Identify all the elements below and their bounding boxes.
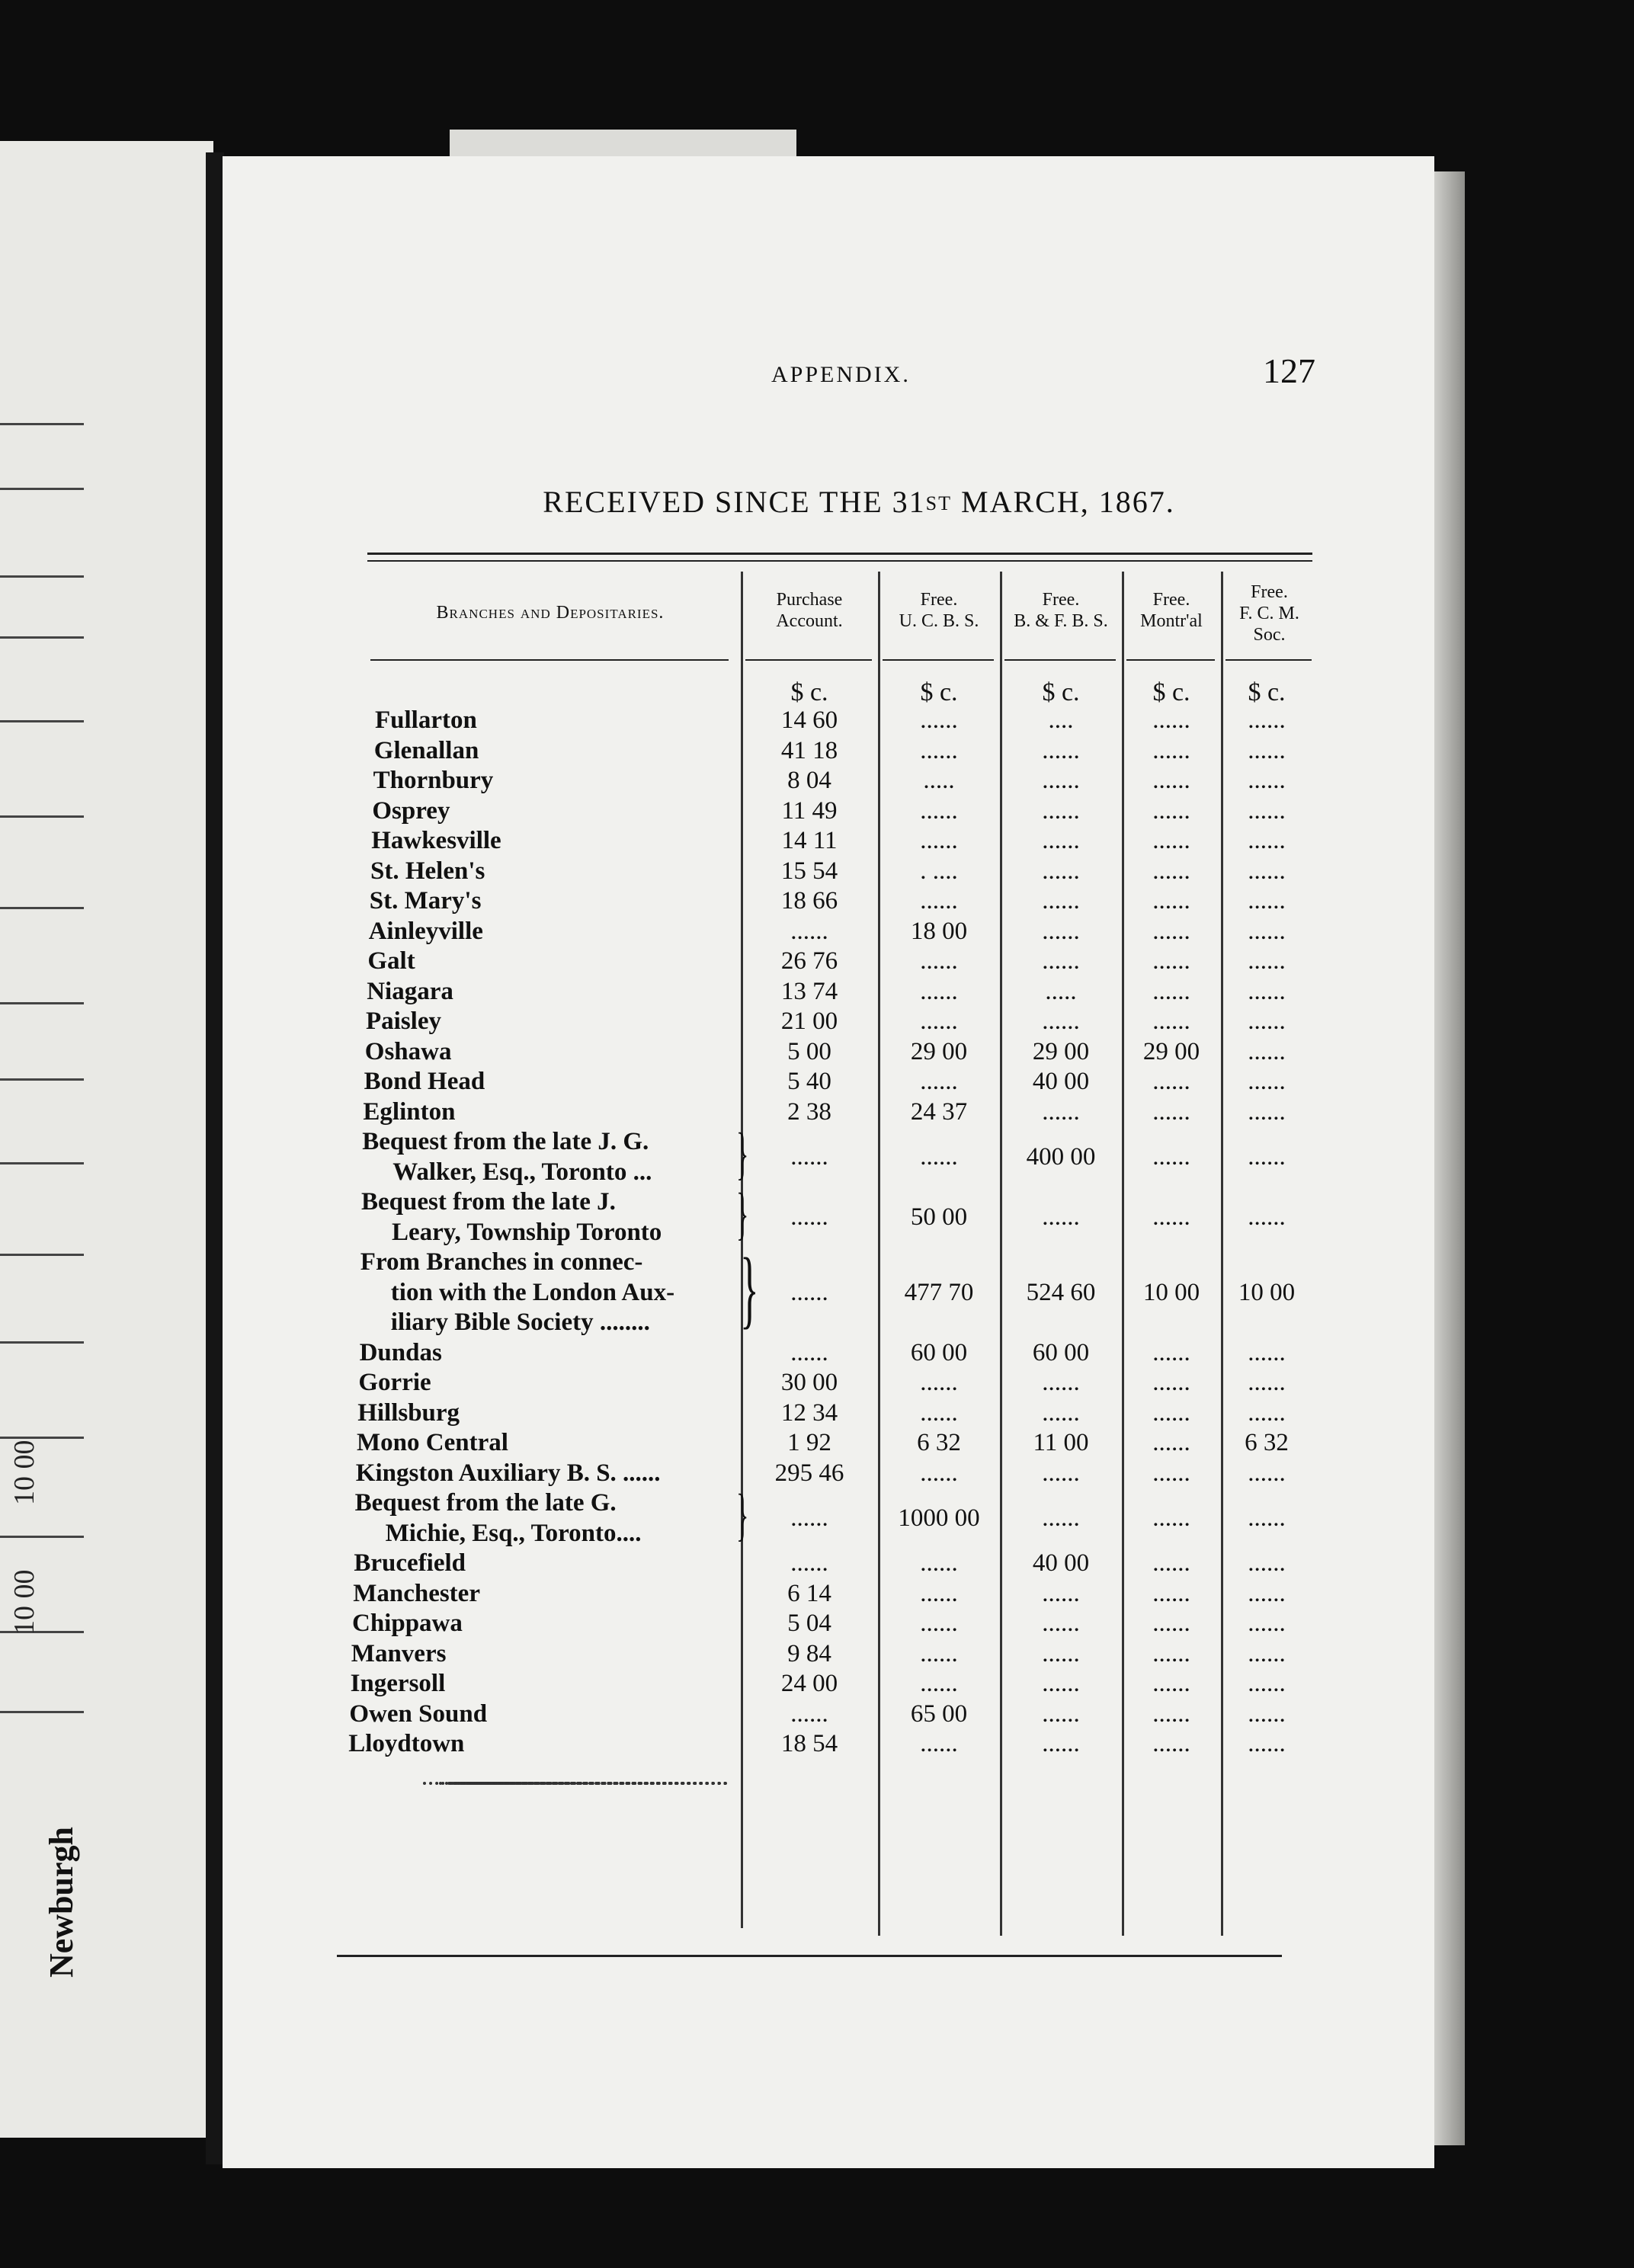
cell-value: 41 18 xyxy=(780,736,838,764)
branch-name: Manchester xyxy=(353,1579,480,1607)
cell-value: ...... xyxy=(1152,1579,1190,1607)
column-header-fcm xyxy=(1222,581,1316,645)
cell-value: 26 76 xyxy=(780,947,838,975)
cell-value: ...... xyxy=(1248,1459,1286,1487)
table-top-rule xyxy=(367,553,1312,555)
column-header-underline xyxy=(370,659,729,661)
title-tail: MARCH, 1867. xyxy=(952,485,1175,519)
branch-name: Ingersoll xyxy=(350,1670,446,1697)
branch-name: Galt xyxy=(367,947,415,975)
cell-value: ...... xyxy=(920,1007,958,1035)
branch-name: Paisley xyxy=(366,1007,441,1035)
cell-value: 11 49 xyxy=(781,796,838,825)
cell-value: 29 00 xyxy=(1032,1037,1090,1065)
cell-value: ...... xyxy=(1152,1369,1190,1396)
cell-value: ..... xyxy=(1045,977,1077,1005)
cell-value: ...... xyxy=(920,1369,958,1396)
cell-value: ...... xyxy=(1248,1398,1286,1427)
cell-value: ...... xyxy=(1152,1699,1190,1728)
cell-value: ...... xyxy=(1248,1338,1286,1366)
table-bottom-rule xyxy=(337,1955,1282,1957)
cell-value: 10 00 xyxy=(1142,1278,1200,1306)
column-header-line: Branches and Depositaries. xyxy=(436,603,665,623)
branch-name: Dundas xyxy=(359,1338,442,1366)
cell-value: 6 32 xyxy=(917,1429,961,1456)
cell-value: 21 00 xyxy=(780,1007,838,1035)
cell-value: 40 00 xyxy=(1032,1549,1090,1577)
column-header-line: Free. xyxy=(1251,582,1288,602)
cell-value: 11 00 xyxy=(1033,1429,1089,1456)
cell-value: 400 00 xyxy=(1026,1142,1096,1171)
cell-value: ...... xyxy=(920,947,958,975)
cell-value: ...... xyxy=(1248,736,1286,764)
cell-value: 5 00 xyxy=(787,1037,831,1065)
branch-name: Leary, Township Toronto xyxy=(392,1218,662,1246)
cell-value: ...... xyxy=(1248,1097,1286,1126)
cell-value: 5 04 xyxy=(787,1610,831,1637)
cell-value: ...... xyxy=(920,1068,958,1095)
branch-name: Bond Head xyxy=(364,1068,485,1095)
cell-value: 40 00 xyxy=(1032,1068,1090,1095)
branch-name: Chippawa xyxy=(352,1610,463,1637)
cell-value: ...... xyxy=(1248,1579,1286,1607)
cell-value: 10 00 xyxy=(1238,1278,1296,1306)
cell-value: ...... xyxy=(1152,827,1190,854)
cell-value: 29 00 xyxy=(1142,1037,1200,1065)
left-page-rule xyxy=(0,636,84,639)
left-page-rule xyxy=(0,575,84,578)
cell-value: 12 34 xyxy=(780,1398,838,1427)
left-page-rule xyxy=(0,423,84,425)
cell-value: ...... xyxy=(1248,1007,1286,1035)
cell-value: ...... xyxy=(920,1670,958,1697)
cell-value: 14 60 xyxy=(780,706,838,734)
cell-value: ...... xyxy=(1042,1579,1080,1607)
cell-value: ...... xyxy=(1152,917,1190,945)
book-spine xyxy=(206,152,224,2164)
cell-value: 60 00 xyxy=(1032,1338,1090,1366)
cell-value: ...... xyxy=(1042,767,1080,794)
branch-name: Thornbury xyxy=(373,767,494,794)
cell-value: 1000 00 xyxy=(898,1504,980,1532)
cell-value: ...... xyxy=(1152,1068,1190,1095)
column-header-line: Free. xyxy=(920,590,958,610)
cell-value: ...... xyxy=(1248,947,1286,975)
page-number: 127 xyxy=(1263,351,1315,390)
cell-value: ..... xyxy=(923,767,955,794)
branch-name: From Branches in connec- xyxy=(360,1248,643,1276)
cell-value: 24 37 xyxy=(910,1097,968,1126)
cell-value: 60 00 xyxy=(910,1338,968,1366)
cell-value: ...... xyxy=(1248,1504,1286,1532)
branch-name: Eglinton xyxy=(363,1097,456,1126)
cell-value: ...... xyxy=(1042,1398,1080,1427)
left-page-rotated-value: 10 00 xyxy=(8,1440,40,1505)
left-page-rule xyxy=(0,1002,84,1004)
column-header-line: Purchase xyxy=(776,590,843,610)
column-header-line: B. & F. B. S. xyxy=(1014,611,1108,631)
branch-name: Fullarton xyxy=(375,706,477,734)
cell-value: ...... xyxy=(790,1203,828,1231)
cell-value: ...... xyxy=(790,917,828,945)
cell-value: 6 32 xyxy=(1245,1429,1289,1456)
cell-value: 5 40 xyxy=(787,1068,831,1095)
left-page-rule xyxy=(0,488,84,490)
cell-value: ...... xyxy=(1042,857,1080,885)
branch-name: Osprey xyxy=(372,796,450,825)
left-page-rule xyxy=(0,720,84,722)
cell-value: ...... xyxy=(790,1338,828,1366)
cell-value: ...... xyxy=(1152,1459,1190,1487)
unit-label: $ c. xyxy=(920,678,958,706)
cell-value: ...... xyxy=(1248,1068,1286,1095)
brace: } xyxy=(736,1483,749,1547)
cell-value: ...... xyxy=(1152,887,1190,915)
cell-value: ...... xyxy=(790,1549,828,1577)
branch-name: Glenallan xyxy=(373,736,479,764)
column-header-line: U. C. B. S. xyxy=(899,611,979,631)
cell-value: ...... xyxy=(790,1699,828,1728)
cell-value: ...... xyxy=(1042,1459,1080,1487)
cell-value: ...... xyxy=(1152,857,1190,885)
cell-value: ...... xyxy=(920,1549,958,1577)
column-header-line: Soc. xyxy=(1253,625,1286,645)
left-page-rule xyxy=(0,1254,84,1256)
cell-value: ...... xyxy=(1248,1142,1286,1171)
branch-name: Hawkesville xyxy=(371,827,501,854)
cell-value: ...... xyxy=(920,887,958,915)
column-header-purchase xyxy=(742,589,876,632)
column-header-line: F. C. M. xyxy=(1239,604,1299,623)
cell-value: ...... xyxy=(1248,917,1286,945)
cell-value: ...... xyxy=(1248,1037,1286,1065)
cell-value: ...... xyxy=(1042,1730,1080,1757)
left-page-rule xyxy=(0,907,84,909)
cell-value: ...... xyxy=(1152,1610,1190,1637)
cell-value: ...... xyxy=(920,827,958,854)
document-page xyxy=(223,156,1434,2168)
cell-value: ...... xyxy=(920,1398,958,1427)
unit-label: $ c. xyxy=(1042,678,1080,706)
cell-value: 15 54 xyxy=(780,857,838,885)
branch-name: Mono Central xyxy=(357,1429,508,1456)
cell-value: ...... xyxy=(1248,1670,1286,1697)
table-title xyxy=(223,484,1434,520)
unit-label: $ c. xyxy=(1248,678,1286,706)
cell-value: ...... xyxy=(1152,1730,1190,1757)
branch-name: Gorrie xyxy=(358,1369,431,1396)
column-header-underline xyxy=(745,659,872,661)
column-header-underline xyxy=(1126,659,1215,661)
cell-value: ...... xyxy=(790,1504,828,1532)
cell-value: ...... xyxy=(920,736,958,764)
column-header-line: Free. xyxy=(1042,590,1080,610)
cell-value: ...... xyxy=(1248,1369,1286,1396)
cell-value: ...... xyxy=(1152,1504,1190,1532)
branch-name: Bequest from the late J. xyxy=(361,1188,616,1216)
cell-value: 9 84 xyxy=(787,1639,831,1667)
cell-value: ...... xyxy=(1042,1007,1080,1035)
cell-value: 8 04 xyxy=(787,767,831,794)
branch-name: iliary Bible Society ........ xyxy=(390,1309,650,1336)
title-ordinal: ST xyxy=(925,492,952,514)
column-header-underline xyxy=(883,659,994,661)
left-page-fragment xyxy=(0,141,213,2138)
cell-value: 29 00 xyxy=(910,1037,968,1065)
left-page-rule xyxy=(0,1078,84,1081)
title-main: RECEIVED SINCE THE 31 xyxy=(543,485,926,519)
cell-value: ...... xyxy=(1152,736,1190,764)
cell-value: ...... xyxy=(1042,1097,1080,1126)
cell-value: 13 74 xyxy=(780,977,838,1005)
cell-value: ...... xyxy=(1248,1549,1286,1577)
branch-name: Ainleyville xyxy=(368,917,483,945)
cell-value: ...... xyxy=(1248,767,1286,794)
brace: } xyxy=(736,1122,749,1186)
cell-value: 6 14 xyxy=(787,1579,831,1607)
cell-value: ...... xyxy=(1152,1549,1190,1577)
column-header-line: Account. xyxy=(776,611,843,631)
cell-value: 1 92 xyxy=(787,1429,831,1456)
cell-value: 18 54 xyxy=(780,1730,838,1757)
branch-name: St. Mary's xyxy=(369,887,482,915)
cell-value: ...... xyxy=(1248,827,1286,854)
cell-value: ...... xyxy=(1248,706,1286,734)
branch-name: Bequest from the late J. G. xyxy=(362,1128,649,1155)
cell-value: 30 00 xyxy=(780,1369,838,1396)
cell-value: ...... xyxy=(1152,1639,1190,1667)
cell-value: .... xyxy=(1048,706,1074,734)
cell-value: ...... xyxy=(1152,947,1190,975)
cell-value: ...... xyxy=(1152,706,1190,734)
cell-value: ...... xyxy=(1042,1699,1080,1728)
branch-name: tion with the London Aux- xyxy=(390,1278,675,1306)
cell-value: ...... xyxy=(920,706,958,734)
cell-value: ...... xyxy=(1042,947,1080,975)
cell-value: ...... xyxy=(1248,1699,1286,1728)
cell-value: 14 11 xyxy=(781,827,838,854)
cell-value: ...... xyxy=(1248,796,1286,825)
cell-value: ...... xyxy=(920,1610,958,1637)
column-header-bfbs xyxy=(1001,589,1120,632)
cell-value: 24 00 xyxy=(780,1670,838,1697)
cell-value: . .... xyxy=(920,857,958,885)
cell-value: ...... xyxy=(1152,767,1190,794)
cell-value: 477 70 xyxy=(904,1278,974,1306)
branch-name: Niagara xyxy=(367,977,453,1005)
cell-value: ...... xyxy=(1042,1670,1080,1697)
branch-name: Brucefield xyxy=(354,1549,466,1577)
cell-value: 295 46 xyxy=(774,1459,844,1487)
cell-value: ...... xyxy=(1152,977,1190,1005)
column-header-line: Montr'al xyxy=(1140,611,1203,631)
branch-name: Owen Sound xyxy=(349,1699,488,1728)
branch-name: Hillsburg xyxy=(357,1398,460,1427)
cell-value: ...... xyxy=(1152,1142,1190,1171)
cell-value: ...... xyxy=(1152,1338,1190,1366)
branch-name: Michie, Esq., Toronto.... xyxy=(385,1519,642,1547)
cell-value: 65 00 xyxy=(910,1699,968,1728)
column-header-ucbs xyxy=(879,589,998,632)
column-divider xyxy=(878,572,880,1936)
branch-name: St. Helen's xyxy=(370,857,485,885)
left-page-rule xyxy=(0,815,84,818)
brace: } xyxy=(740,1240,759,1337)
left-page-rule xyxy=(0,1162,84,1164)
cell-value: ...... xyxy=(920,1639,958,1667)
cell-value: ...... xyxy=(790,1278,828,1306)
cell-value: ...... xyxy=(1152,1429,1190,1456)
cell-value: ...... xyxy=(1248,1639,1286,1667)
unit-label: $ c. xyxy=(790,678,828,706)
cell-value: ...... xyxy=(790,1142,828,1171)
column-divider xyxy=(1000,572,1002,1936)
cell-value: ...... xyxy=(1248,887,1286,915)
brace: } xyxy=(736,1182,749,1246)
running-head: APPENDIX. xyxy=(771,362,911,387)
cell-value: ...... xyxy=(1152,1398,1190,1427)
cell-value: ...... xyxy=(1042,1610,1080,1637)
branch-name: Lloydtown xyxy=(348,1730,465,1757)
cell-value: ...... xyxy=(1042,1504,1080,1532)
left-page-rule xyxy=(0,1341,84,1344)
unit-label: $ c. xyxy=(1152,678,1190,706)
branch-name: Bequest from the late G. xyxy=(354,1489,617,1517)
column-header-branch xyxy=(367,602,733,623)
cell-value: ...... xyxy=(1042,796,1080,825)
left-page-rotated-value: 10 00 xyxy=(8,1569,40,1635)
cell-value: 18 00 xyxy=(910,917,968,945)
cell-value: ...... xyxy=(920,796,958,825)
cell-value: 50 00 xyxy=(910,1203,968,1231)
left-page-rule xyxy=(0,1536,84,1538)
cell-value: 2 38 xyxy=(787,1097,831,1126)
branch-name: Kingston Auxiliary B. S. ...... xyxy=(355,1459,661,1487)
cell-value: ...... xyxy=(1042,827,1080,854)
column-header-line: Free. xyxy=(1152,590,1190,610)
cell-value: ...... xyxy=(1042,917,1080,945)
cell-value: ...... xyxy=(1248,1203,1286,1231)
cell-value: ...... xyxy=(1248,1730,1286,1757)
cell-value: ...... xyxy=(1152,1670,1190,1697)
branch-name: Manvers xyxy=(351,1639,447,1667)
page-edge xyxy=(1434,171,1465,2145)
left-page-rule xyxy=(0,1711,84,1713)
cell-value: ...... xyxy=(920,977,958,1005)
table-top-rule xyxy=(367,560,1312,562)
cell-value: ...... xyxy=(1042,736,1080,764)
branch-name: Walker, Esq., Toronto ... xyxy=(392,1158,652,1186)
cell-value: ...... xyxy=(920,1142,958,1171)
cell-value: ...... xyxy=(1152,796,1190,825)
cell-value: ...... xyxy=(1152,1007,1190,1035)
cell-value: ...... xyxy=(1152,1097,1190,1126)
column-header-underline xyxy=(1004,659,1116,661)
cell-value: 524 60 xyxy=(1026,1278,1096,1306)
cell-value: 18 66 xyxy=(780,887,838,915)
cell-value: ...... xyxy=(1042,1203,1080,1231)
left-page-rule xyxy=(0,1437,84,1439)
column-header-montreal xyxy=(1123,589,1219,632)
left-page-rotated-name: Newburgh xyxy=(43,1826,80,1978)
cell-value: ...... xyxy=(920,1459,958,1487)
cell-value: ...... xyxy=(1248,977,1286,1005)
cell-value: ...... xyxy=(920,1579,958,1607)
cell-value: ...... xyxy=(1248,857,1286,885)
cell-value: ...... xyxy=(1042,1369,1080,1396)
cell-value: ...... xyxy=(1152,1203,1190,1231)
cell-value: ...... xyxy=(1248,1610,1286,1637)
column-header-underline xyxy=(1226,659,1312,661)
branch-name: Oshawa xyxy=(364,1037,452,1065)
cell-value: ...... xyxy=(1042,1639,1080,1667)
dot-leader xyxy=(472,1782,727,1785)
cell-value: ...... xyxy=(1042,887,1080,915)
cell-value: ...... xyxy=(920,1730,958,1757)
